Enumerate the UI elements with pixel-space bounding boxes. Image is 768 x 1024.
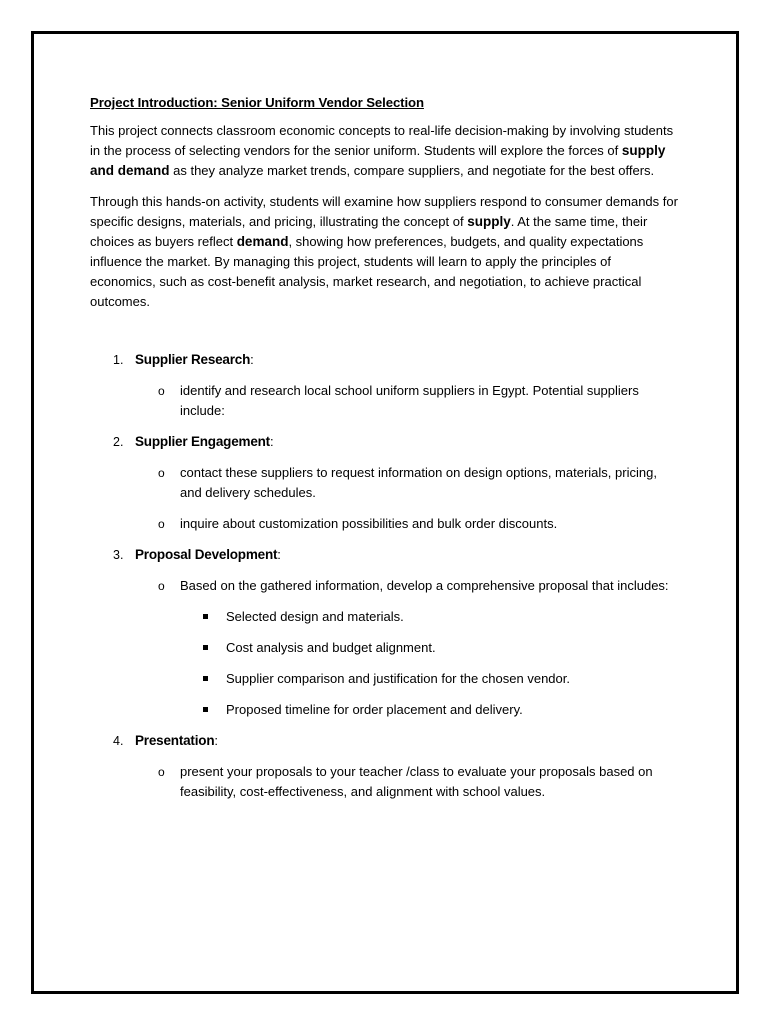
list-item-text: Cost analysis and budget alignment. — [226, 640, 436, 655]
circle-bullet-icon: o — [158, 466, 165, 480]
intro-p1-text-b: as they analyze market trends, compare suppliers, and negotiate for the best offers. — [169, 163, 655, 178]
list-item-text: Supplier comparison and justification for the chosen vendor. — [226, 671, 570, 686]
intro-p2-bold-supply: supply — [467, 214, 511, 229]
step-presentation — [90, 731, 680, 751]
list-item-text: Based on the gathered information, develop a comprehensive proposal that includes: — [180, 578, 669, 593]
intro-p1-text-a: This project connects classroom economic concepts to real-life decision-making by involving students in the process of selecting vendors for the senior uniform. Students will explore the forces of — [90, 123, 674, 158]
list-item — [90, 700, 680, 720]
intro-p2-text-c: , showing how preferences, budgets, and quality expectations influence the market. By managing this project, students will learn to apply the principles of economics, such as cost-benefit analysis, market research, and negotiation, to achieve practical outcomes. — [90, 234, 644, 309]
list-item-text: inquire about customization possibilities and bulk order discounts. — [180, 516, 558, 531]
intro-p2-bold-demand: demand — [236, 234, 289, 249]
step-colon: : — [269, 434, 274, 449]
list-item-text: identify and research local school uniform suppliers in Egypt. Potential suppliers include: — [180, 383, 639, 418]
step-title: Supplier Engagement — [135, 434, 270, 449]
circle-bullet-icon: o — [158, 517, 165, 531]
list-item — [90, 762, 680, 802]
intro-p2-text-b: . At the same time, their choices as buyers reflect — [90, 214, 648, 249]
list-item — [90, 607, 680, 627]
step-3-bullet-list — [90, 607, 680, 720]
step-2-sub-list — [90, 463, 680, 534]
intro-p2-text-a: Through this hands-on activity, students will examine how suppliers respond to consumer demands for specific designs, materials, and pricing, illustrating the concept of — [90, 194, 678, 229]
square-bullet-icon — [203, 614, 208, 619]
step-supplier-engagement — [90, 432, 680, 452]
list-item-text: Selected design and materials. — [226, 609, 404, 624]
step-proposal-development — [90, 545, 680, 565]
document-body — [90, 93, 680, 813]
circle-bullet-icon: o — [158, 384, 165, 398]
step-1-sub-list — [90, 381, 680, 421]
list-item — [90, 514, 680, 534]
list-item-text: Proposed timeline for order placement and delivery. — [226, 702, 523, 717]
step-number: 4. — [113, 734, 124, 748]
step-4-sub-list — [90, 762, 680, 802]
step-colon: : — [214, 733, 218, 748]
list-item — [90, 463, 680, 503]
list-item — [90, 576, 680, 596]
square-bullet-icon — [203, 676, 208, 681]
intro-p1-bold: supply and demand — [90, 143, 666, 178]
circle-bullet-icon: o — [158, 765, 165, 779]
steps-list — [90, 350, 680, 802]
step-title: Presentation — [135, 733, 215, 748]
square-bullet-icon — [203, 707, 208, 712]
square-bullet-icon — [203, 645, 208, 650]
intro-paragraph-1 — [90, 121, 680, 181]
list-item-text: present your proposals to your teacher /class to evaluate your proposals based on feasibility, cost-effectiveness, and alignment with school values. — [180, 764, 653, 799]
intro-paragraph-2 — [90, 192, 680, 312]
document-title: Project Introduction: Senior Uniform Vendor Selection — [90, 95, 424, 110]
step-title: Supplier Research — [135, 352, 251, 367]
step-colon: : — [277, 547, 281, 562]
list-item — [90, 669, 680, 689]
step-colon: : — [250, 352, 254, 367]
step-number: 1. — [113, 353, 124, 367]
step-number: 2. — [113, 435, 124, 449]
list-item — [90, 638, 680, 658]
step-3-sub-list — [90, 576, 680, 720]
list-item — [90, 381, 680, 421]
step-title: Proposal Development — [135, 547, 278, 562]
list-item-text: contact these suppliers to request information on design options, materials, pricing, and delivery schedules. — [180, 465, 657, 500]
circle-bullet-icon: o — [158, 579, 165, 593]
step-number: 3. — [113, 548, 124, 562]
step-supplier-research — [90, 350, 680, 370]
